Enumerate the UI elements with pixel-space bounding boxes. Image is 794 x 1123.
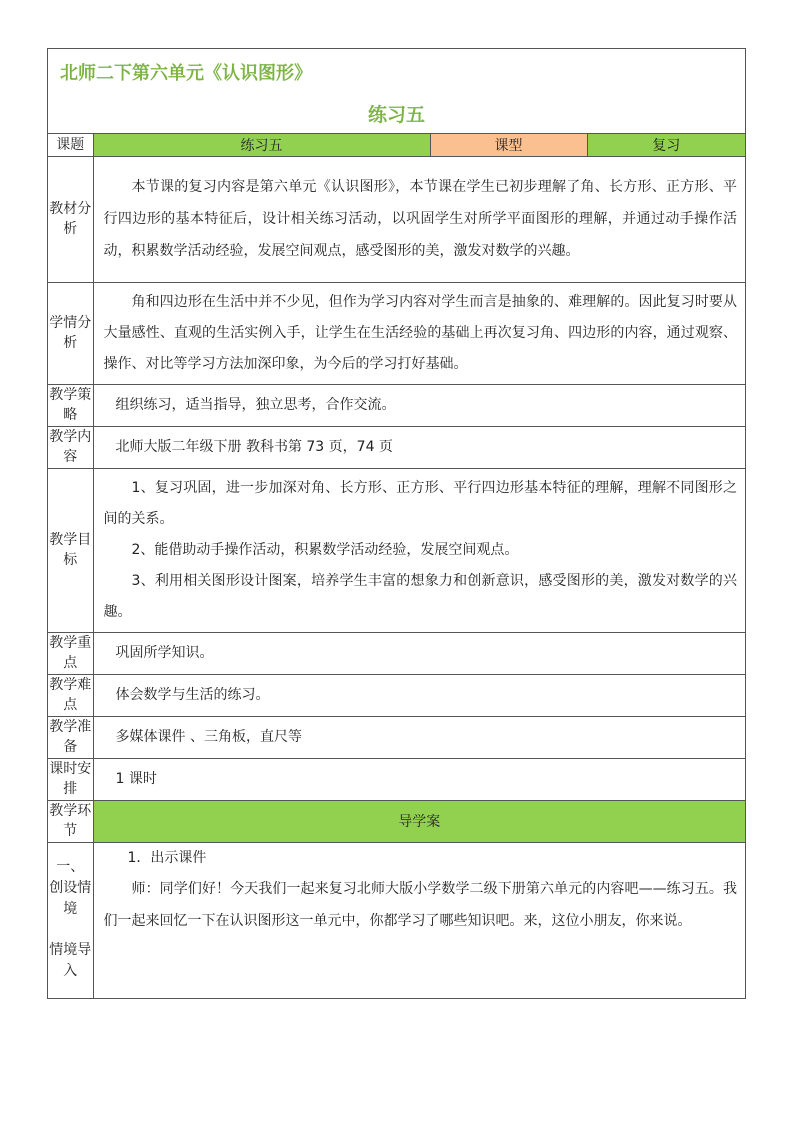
section1-content: [93, 842, 745, 998]
difficulty-row: [48, 674, 745, 716]
prep-text: 多媒体课件 、三角板，直尺等: [93, 716, 745, 758]
time-text: 1 课时: [93, 758, 745, 800]
content-row: [48, 426, 745, 468]
goal-item: 1、复习巩固，进一步加深对角、长方形、正方形、平行四边形基本特征的理解，理解不同图形之间的关系。: [103, 479, 737, 527]
analysis-row: [48, 156, 745, 282]
difficulty-label: 教学难点: [48, 674, 93, 716]
time-row: [48, 758, 745, 800]
learners-row: [48, 282, 745, 384]
goal-item: 3、利用相关图形设计图案，培养学生丰富的想象力和创新意识，感受图形的美，激发对数学的兴趣。: [103, 572, 737, 620]
section1-step: 1．出示课件: [127, 849, 207, 866]
process-header: 导学案: [93, 800, 745, 842]
goals-list: [93, 468, 745, 632]
content-label: 教学内容: [48, 426, 93, 468]
section1-text: 师：同学们好！今天我们一起来复习北师大版小学数学二级下册第六单元的内容吧——练习五。我们一起来回忆一下在认识图形这一单元中，你都学习了哪些知识吧。来，这位小朋友，你来说。: [103, 880, 737, 929]
content-text: 北师大版二年级下册 教科书第 73 页，74 页: [93, 426, 745, 468]
focus-row: [48, 632, 745, 674]
process-label: 教学环节: [48, 800, 93, 842]
section1-stage: 创设情境: [49, 879, 92, 917]
process-row: [48, 800, 745, 842]
section1-label: [48, 842, 93, 998]
section1-number: 一、: [56, 858, 85, 875]
topic-row: [48, 134, 745, 156]
prep-label: 教学准备: [48, 716, 93, 758]
analysis-label: 教材分析: [48, 156, 93, 282]
analysis-text: 本节课的复习内容是第六单元《认识图形》，本节课在学生已初步理解了角、长方形、正方形、平行四边形的基本特征后，设计相关练习活动，以巩固学生对所学平面图形的理解，并通过动手操作活动，积累数学活动经验，发展空间观点，感受图形的美，激发对数学的兴趣。: [93, 156, 745, 282]
focus-label: 教学重点: [48, 632, 93, 674]
goal-item: 2、能借助动手操作活动，积累数学活动经验，发展空间观点。: [131, 541, 519, 558]
type-value: 复习: [587, 134, 745, 156]
topic-label: 课题: [48, 134, 93, 156]
type-label: 课型: [430, 134, 587, 156]
title-block: [48, 49, 745, 134]
difficulty-text: 体会数学与生活的练习。: [93, 674, 745, 716]
strategy-label: 教学策略: [48, 384, 93, 426]
goals-row: [48, 468, 745, 632]
prep-row: [48, 716, 745, 758]
time-label: 课时安排: [48, 758, 93, 800]
lesson-plan-document: [47, 48, 746, 999]
goals-label: 教学目标: [48, 468, 93, 632]
section1-row: [48, 842, 745, 998]
strategy-text: 组织练习，适当指导，独立思考，合作交流。: [93, 384, 745, 426]
lesson-plan-table: [48, 134, 745, 998]
strategy-row: [48, 384, 745, 426]
document-title: 北师二下第六单元《认识图形》: [60, 63, 312, 84]
document-subtitle: 练习五: [367, 104, 425, 126]
section1-substage: 情境导入: [49, 941, 92, 979]
topic-value: 练习五: [93, 134, 430, 156]
learners-label: 学情分析: [48, 282, 93, 384]
learners-text: 角和四边形在生活中并不少见，但作为学习内容对学生而言是抽象的、难理解的。因此复习时要从大量感性、直观的生活实例入手，让学生在生活经验的基础上再次复习角、四边形的内容，通过观察、操作、对比等学习方法加深印象，为今后的学习打好基础。: [93, 282, 745, 384]
focus-text: 巩固所学知识。: [93, 632, 745, 674]
